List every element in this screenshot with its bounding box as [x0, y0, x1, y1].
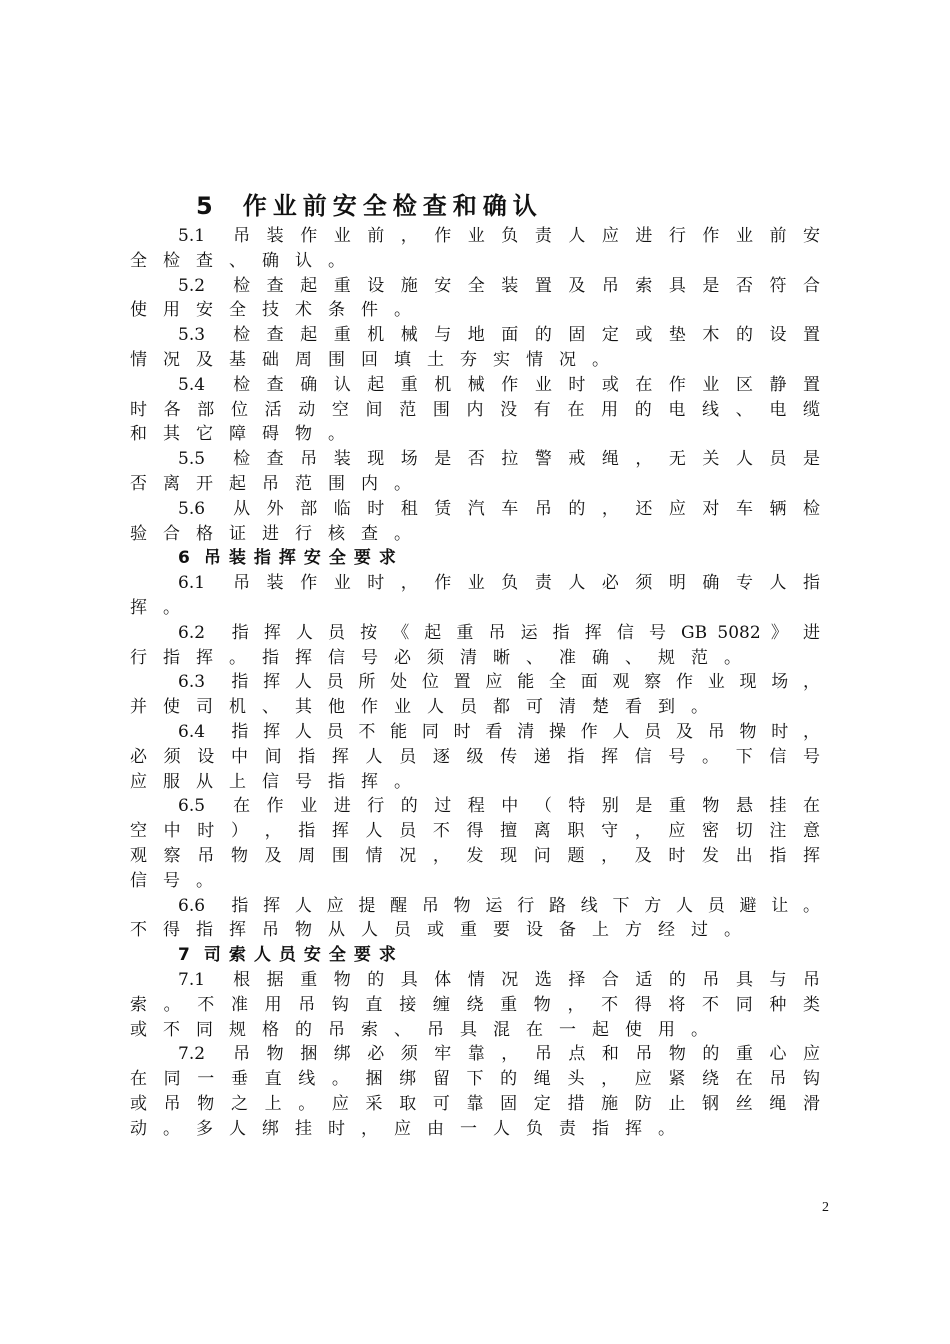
clause-line: 5.3 检 查 起 重 机 械 与 地 面 的 固 定 或 垫 木 的 设 置: [178, 325, 820, 346]
clause-line: 6.3 指 挥 人 员 所 处 位 置 应 能 全 面 观 察 作 业 现 场 ，: [178, 672, 820, 693]
page-number: 2: [822, 1200, 829, 1215]
clause-line: 6.2 指 挥 人 员 按 《 起 重 吊 运 指 挥 信 号 GB 5082 》 进: [178, 622, 820, 643]
clause-line: 或 吊 物 之 上 。 应 采 取 可 靠 固 定 措 施 防 止 钢 丝 绳 滑: [130, 1093, 820, 1114]
clause-line: 验合格证进行核查。: [130, 523, 427, 544]
clause-line: 在 同 一 垂 直 线 。 捆 绑 留 下 的 绳 头 ， 应 紧 绕 在 吊 钩: [130, 1069, 820, 1090]
clause-line: 情况及基础周围回填土夯实情况。: [130, 349, 625, 370]
clause-6-4: [130, 720, 820, 794]
clause-5-4: [130, 373, 820, 447]
section-7-number: 7: [178, 945, 198, 966]
section-7-heading: [178, 943, 820, 968]
clause-line: 5.4 检 查 确 认 起 重 机 械 作 业 时 或 在 作 业 区 静 置: [178, 374, 820, 395]
clause-line: 5.2 检 查 起 重 设 施 安 全 装 置 及 吊 索 具 是 否 符 合: [178, 275, 820, 296]
clause-line: 7.1 根 据 重 物 的 具 体 情 况 选 择 合 适 的 吊 具 与 吊: [178, 969, 820, 990]
section-6-title: 吊装指挥安全要求: [203, 548, 404, 569]
clause-6-2: [130, 621, 820, 671]
section-7-body: [130, 968, 820, 1142]
clause-5-2: [130, 274, 820, 324]
clause-line: 5.5 检 查 吊 装 现 场 是 否 拉 警 戒 绳 ， 无 关 人 员 是: [178, 449, 820, 470]
section-5-title: 作业前安全检查和确认: [242, 192, 543, 220]
section-6-heading: [178, 546, 820, 571]
clause-line: 必 须 设 中 间 指 挥 人 员 逐 级 传 递 指 挥 信 号 。 下 信 号: [130, 746, 820, 767]
page-content: [130, 188, 820, 1141]
clause-line: 信号。: [130, 870, 229, 891]
clause-line: 7.2 吊 物 捆 绑 必 须 牢 靠 ， 吊 点 和 吊 物 的 重 心 应: [178, 1044, 820, 1065]
clause-line: 否离开起吊范围内。: [130, 473, 427, 494]
clause-line: 或不同规格的吊索、吊具混在一起使用。: [130, 1019, 724, 1040]
clause-line: 观 察 吊 物 及 周 围 情 况 ， 发 现 问 题 ， 及 时 发 出 指 挥: [130, 845, 820, 866]
section-7-title: 司索人员安全要求: [203, 945, 404, 966]
clause-line: 6.1 吊 装 作 业 时 ， 作 业 负 责 人 必 须 明 确 专 人 指: [178, 573, 820, 594]
clause-line: 并使司机、其他作业人员都可清楚看到。: [130, 697, 724, 718]
clause-line: 6.6 指 挥 人 应 提 醒 吊 物 运 行 路 线 下 方 人 员 避 让 。: [178, 895, 820, 916]
clause-line: 动。多人绑挂时，应由一人负责指挥。: [130, 1118, 691, 1139]
section-5-number: 5: [196, 192, 219, 220]
clause-line: 和其它障碍物。: [130, 424, 361, 445]
section-5-heading: [196, 188, 820, 224]
clause-line: 6.5 在 作 业 进 行 的 过 程 中 （ 特 别 是 重 物 悬 挂 在: [178, 796, 820, 817]
section-6-body: [130, 571, 820, 943]
clause-line: 不得指挥吊物从人员或重要设备上方经过。: [130, 920, 757, 941]
clause-line: 使用安全技术条件。: [130, 300, 427, 321]
clause-7-2: [130, 1042, 820, 1141]
clause-line: 索 。 不 准 用 吊 钩 直 接 缠 绕 重 物 ， 不 得 将 不 同 种 类: [130, 994, 820, 1015]
clause-5-6: [130, 497, 820, 547]
clause-line: 应服从上信号指挥。: [130, 771, 427, 792]
clause-line: 时 各 部 位 活 动 空 间 范 围 内 没 有 在 用 的 电 线 、 电 缆: [130, 399, 820, 420]
clause-5-1: [130, 224, 820, 274]
clause-line: 5.1 吊 装 作 业 前 ， 作 业 负 责 人 应 进 行 作 业 前 安: [178, 226, 820, 246]
clause-6-3: [130, 670, 820, 720]
clause-line: 全检查、确认。: [130, 250, 361, 271]
clause-line: 6.4 指 挥 人 员 不 能 同 时 看 清 操 作 人 员 及 吊 物 时 ，: [178, 721, 820, 742]
clause-6-6: [130, 894, 820, 944]
clause-5-5: [130, 447, 820, 497]
clause-5-3: [130, 323, 820, 373]
clause-line: 5.6 从 外 部 临 时 租 赁 汽 车 吊 的 ， 还 应 对 车 辆 检: [178, 498, 820, 519]
clause-line: 挥。: [130, 597, 196, 618]
clause-7-1: [130, 968, 820, 1042]
clause-6-1: [130, 571, 820, 621]
clause-6-5: [130, 794, 820, 893]
clause-line: 空 中 时 ） ， 指 挥 人 员 不 得 擅 离 职 守 ， 应 密 切 注 意: [130, 821, 820, 842]
section-5-body: [130, 224, 820, 546]
section-6-number: 6: [178, 548, 198, 569]
clause-line: 行指挥。指挥信号必须清晰、准确、规范。: [130, 647, 757, 668]
